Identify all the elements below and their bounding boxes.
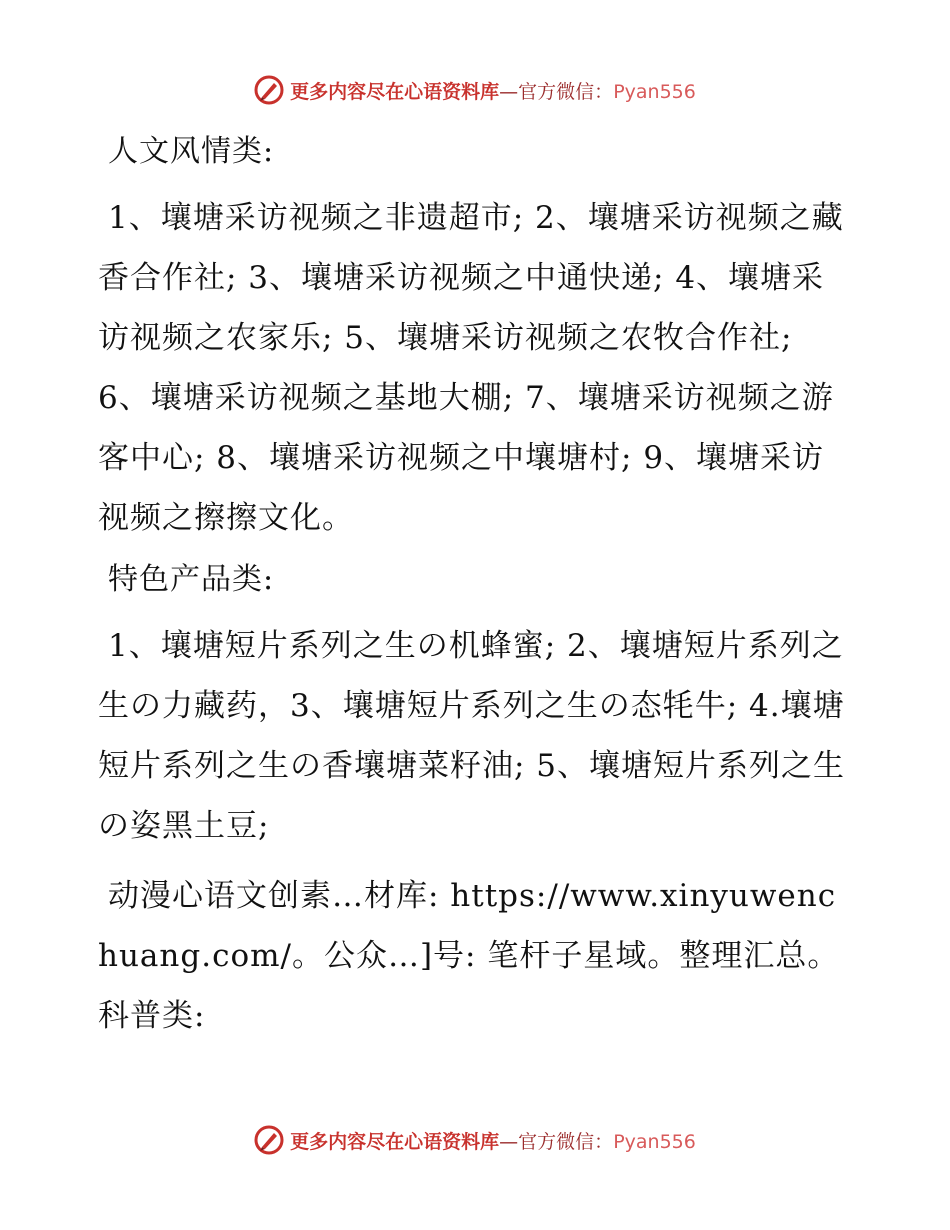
footer-watermark-separator: — [499,1130,519,1153]
section-body-culture: 1、壤塘采访视频之非遗超市; 2、壤塘采访视频之藏香合作社; 3、壤塘采访视频之中通快递; 4、壤塘采访视频之农家乐; 5、壤塘采访视频之农牧合作社; 6、壤塘采访视频之基地大棚; 7、壤塘采访视频之游客中心; 8、壤塘采访视频之中壤塘村; 9、壤塘采访视频之擦擦文化。 [98,200,844,536]
footer-watermark-inner [254,1125,696,1155]
document-body [98,130,850,1056]
footer-watermark-sub: 官方微信： [518,1130,614,1153]
header-watermark-banner [0,70,950,110]
footer-watermark-wechat-id: Pyan556 [613,1130,696,1153]
section-heading-culture: 人文风情类: [108,134,275,169]
quill-logo-icon [254,75,284,105]
header-watermark-wechat-id: Pyan556 [613,80,696,103]
footer-paragraph: 动漫心语文创素…材库: https://www.xinyuwenchuang.com/。公众…]号: 笔杆子星域。整理汇总。科普类: [98,878,840,1034]
header-watermark-sub: 官方微信： [518,80,614,103]
header-watermark-separator: — [499,80,519,103]
quill-logo-icon [254,1125,284,1155]
header-watermark-inner [254,75,696,105]
header-watermark-main: 更多内容尽在心语资料库 [290,80,500,103]
section-body-products: 1、壤塘短片系列之生の机蜂蜜; 2、壤塘短片系列之生の力藏药，3、壤塘短片系列之生の态牦牛; 4.壤塘短片系列之生の香壤塘菜籽油; 5、壤塘短片系列之生の姿黑土豆; [98,628,846,844]
header-watermark-text [290,77,696,104]
section-heading-products: 特色产品类: [108,562,275,597]
footer-watermark-text [290,1127,696,1154]
footer-watermark-main: 更多内容尽在心语资料库 [290,1130,500,1153]
footer-watermark-banner [0,1120,950,1160]
